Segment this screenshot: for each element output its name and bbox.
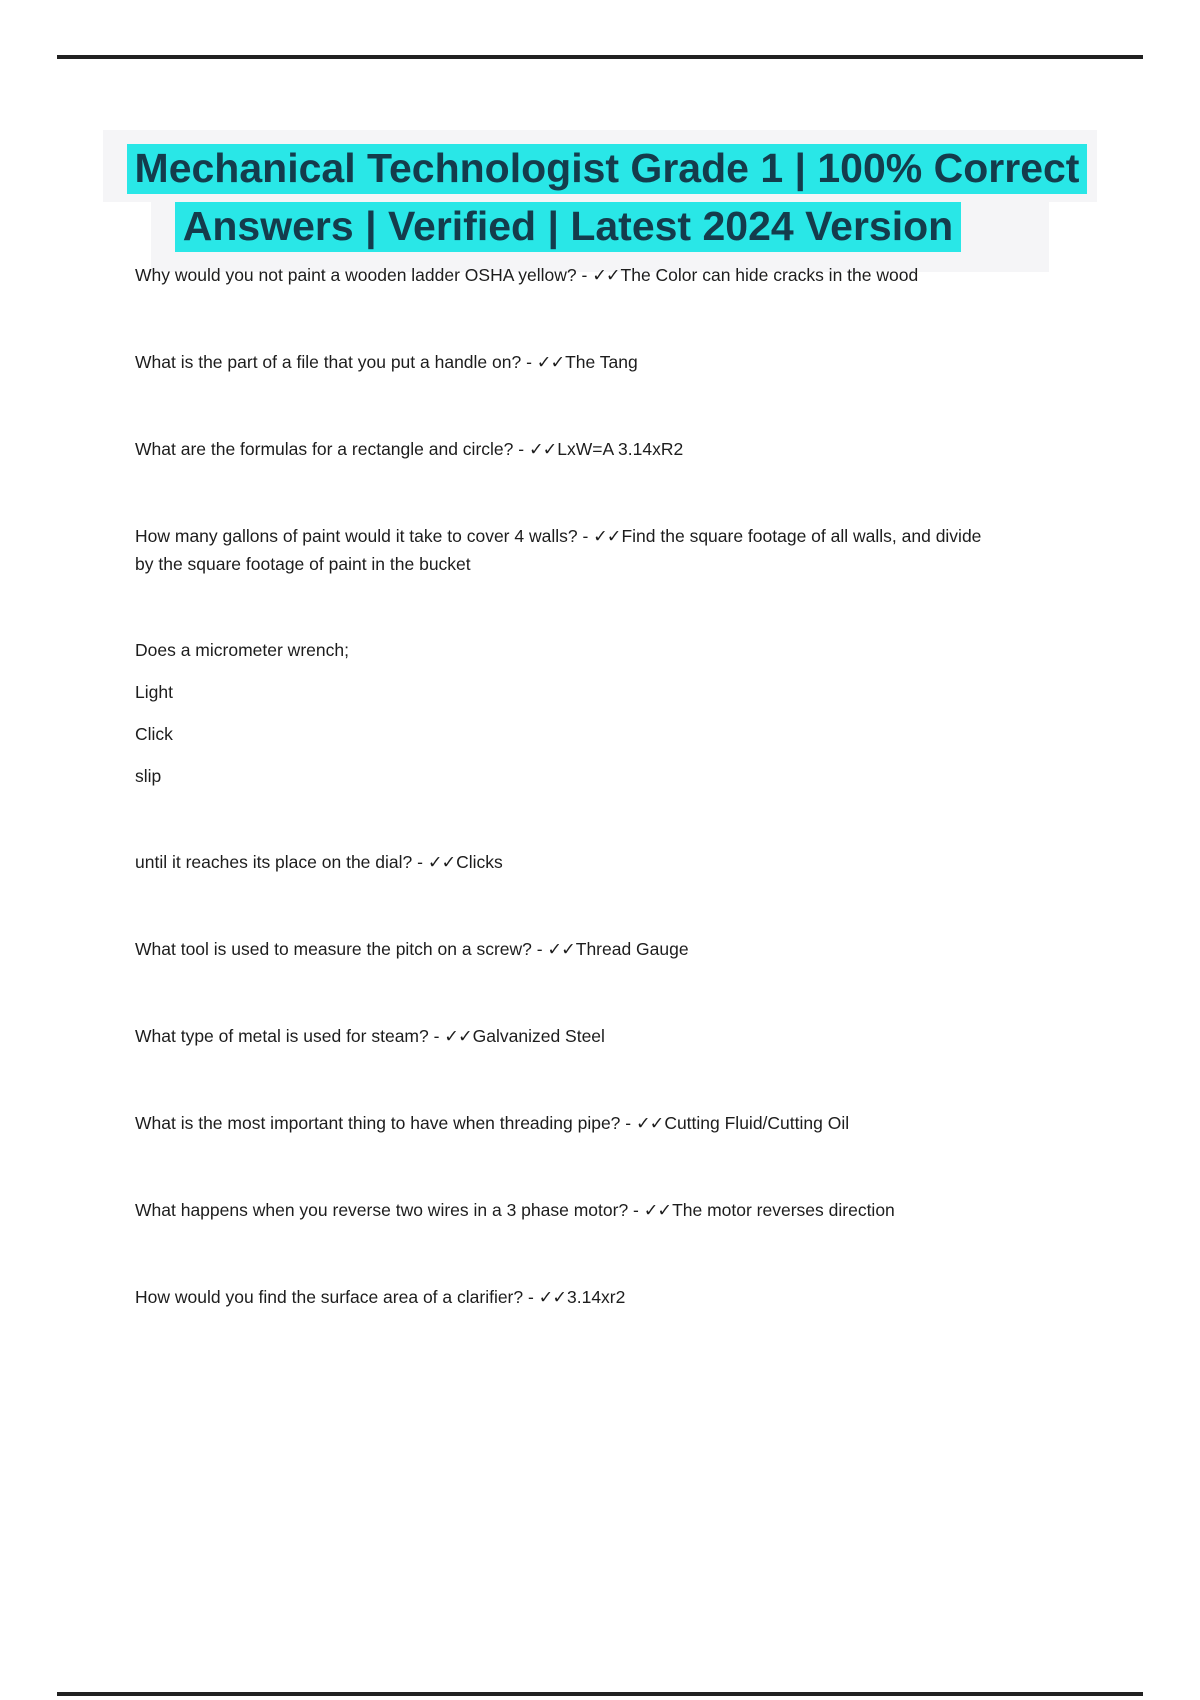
question-text: Click — [135, 724, 173, 744]
qa-item — [135, 936, 993, 964]
qa-item — [135, 721, 993, 748]
title-highlight-line1: Mechanical Technologist Grade 1 | 100% Correct — [127, 144, 1088, 194]
question-text: until it reaches its place on the dial? - — [135, 852, 428, 872]
answer-text: Find the square footage of all walls, and divide by the square footage of paint in the bucket — [135, 526, 982, 574]
question-text: Does a micrometer wrench; — [135, 640, 349, 660]
qa-item — [135, 1023, 993, 1051]
question-text: How many gallons of paint would it take to cover 4 walls? - — [135, 526, 594, 546]
qa-item — [135, 763, 993, 790]
checkmarks-icon: ✓✓ — [427, 853, 456, 873]
answer-text: Cutting Fluid/Cutting Oil — [664, 1113, 850, 1133]
question-text: What happens when you reverse two wires in a 3 phase motor? - — [135, 1200, 644, 1220]
qa-item — [135, 679, 993, 706]
title-highlight-line2: Answers | Verified | Latest 2024 Version — [175, 202, 961, 252]
question-text: What is the most important thing to have when threading pipe? - — [135, 1113, 636, 1133]
checkmarks-icon: ✓✓ — [444, 1027, 472, 1047]
qa-item — [135, 1110, 993, 1138]
checkmarks-icon: ✓✓ — [547, 940, 575, 960]
answer-text: Galvanized Steel — [472, 1026, 605, 1046]
checkmarks-icon: ✓✓ — [538, 1288, 566, 1308]
answer-text: The Tang — [565, 352, 638, 372]
question-text: How would you find the surface area of a clarifier? - — [135, 1287, 539, 1307]
question-text: slip — [135, 766, 162, 786]
qa-item — [135, 262, 993, 290]
answer-text: The motor reverses direction — [672, 1200, 895, 1220]
qa-item — [135, 523, 993, 578]
checkmarks-icon: ✓✓ — [528, 440, 557, 460]
top-divider-line — [57, 55, 1143, 59]
answer-text: Clicks — [456, 852, 503, 872]
answer-text: The Color can hide cracks in the wood — [620, 265, 919, 285]
question-text: What is the part of a file that you put a handle on? - — [135, 352, 537, 372]
question-text: Why would you not paint a wooden ladder OSHA yellow? - — [135, 265, 593, 285]
qa-item — [135, 1284, 993, 1312]
checkmarks-icon: ✓✓ — [536, 353, 565, 373]
answer-text: LxW=A 3.14xR2 — [557, 439, 684, 459]
qa-item — [135, 1197, 993, 1225]
title-backdrop-line1 — [103, 130, 1098, 202]
checkmarks-icon: ✓✓ — [593, 527, 621, 547]
qa-item — [135, 436, 993, 464]
question-text: What are the formulas for a rectangle and circle? - — [135, 439, 529, 459]
qa-item — [135, 849, 993, 877]
checkmarks-icon: ✓✓ — [635, 1114, 664, 1134]
question-text: What tool is used to measure the pitch on a screw? - — [135, 939, 548, 959]
qa-content — [135, 262, 993, 1371]
checkmarks-icon: ✓✓ — [592, 266, 620, 286]
question-text: What type of metal is used for steam? - — [135, 1026, 445, 1046]
answer-text: Thread Gauge — [575, 939, 689, 959]
bottom-divider-line — [57, 1692, 1143, 1696]
question-text: Light — [135, 682, 173, 702]
answer-text: 3.14xr2 — [567, 1287, 626, 1307]
qa-item — [135, 349, 993, 377]
document-title — [0, 130, 1200, 272]
qa-item — [135, 637, 993, 664]
checkmarks-icon: ✓✓ — [643, 1201, 672, 1221]
